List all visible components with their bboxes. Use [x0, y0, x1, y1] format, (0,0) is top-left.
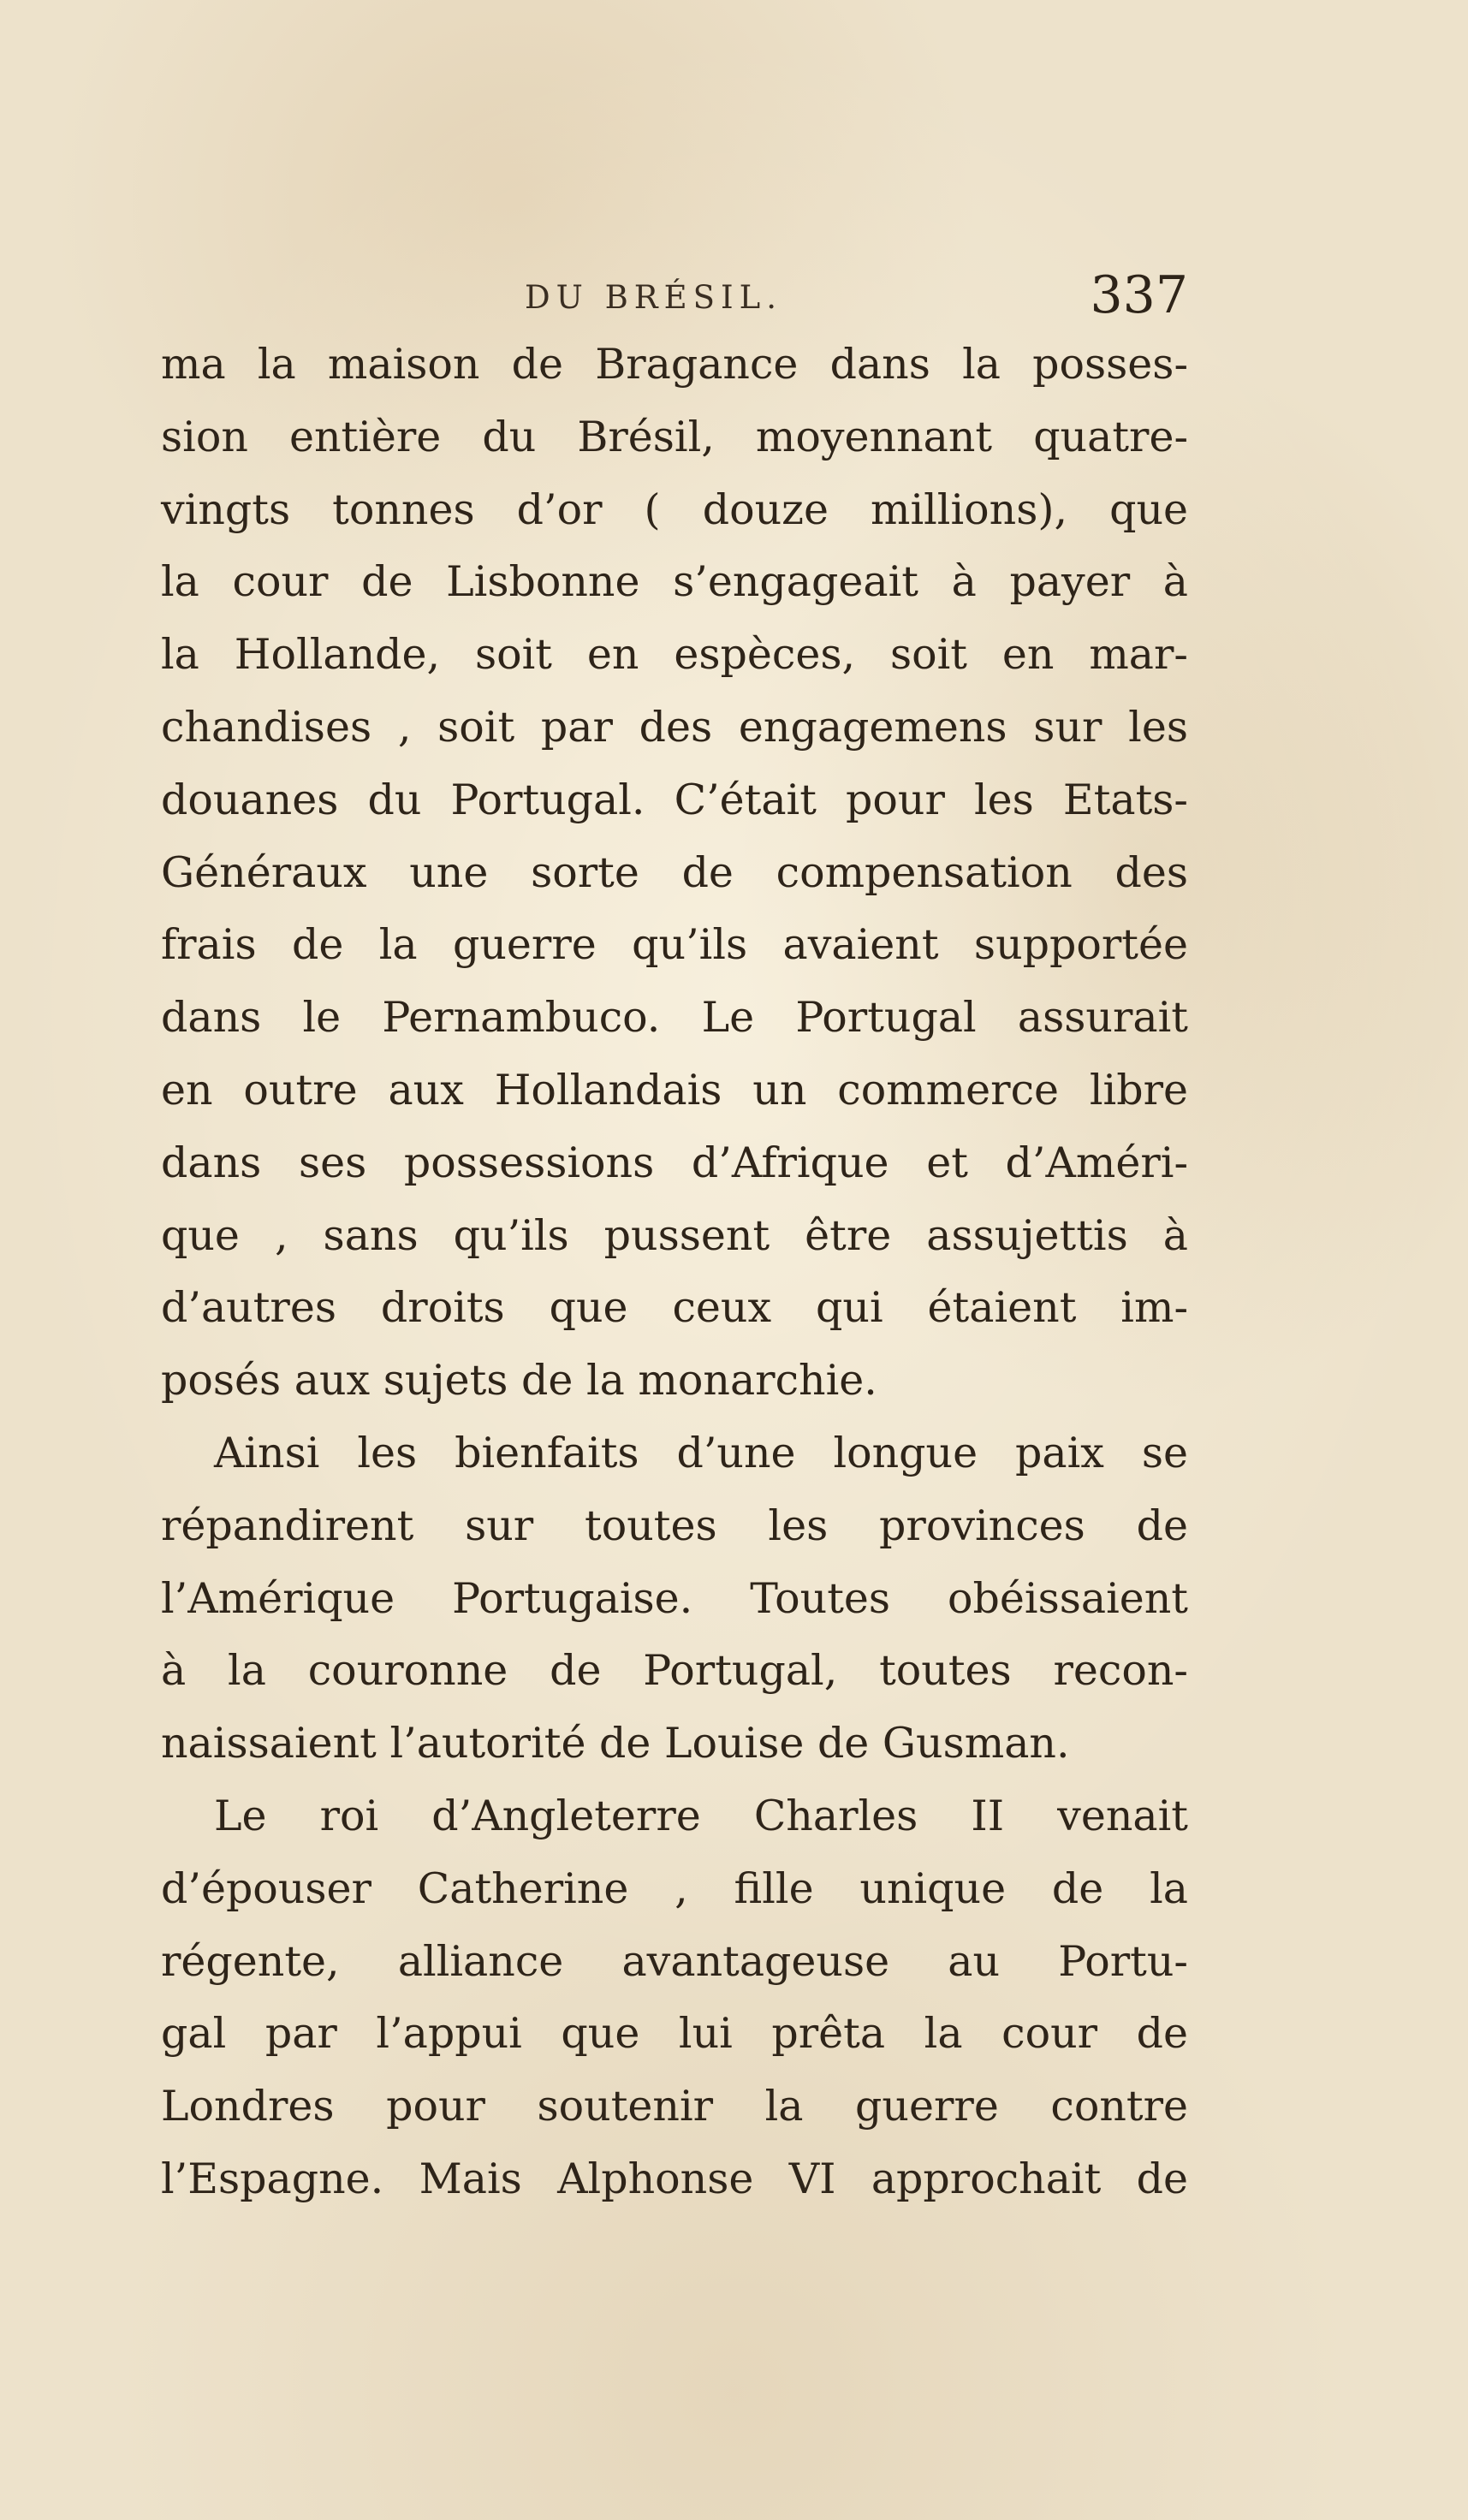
text-line: répandirent sur toutes les provinces de [161, 1501, 1188, 1550]
text-line: gal par l’appui que lui prêta la cour de [161, 2009, 1188, 2059]
paragraph-start-line: Le roi d’Angleterre Charles II venait [214, 1791, 1188, 1840]
text-line: chandises , soit par des engagemens sur les [161, 702, 1188, 752]
text-line: Généraux une sorte de compensation des [161, 847, 1188, 897]
text-line: régente, alliance avantageuse au Portu- [161, 1936, 1188, 1986]
text-line: la Hollande, soit en espèces, soit en mar- [161, 630, 1188, 680]
text-line: à la couronne de Portugal, toutes recon- [161, 1646, 1188, 1696]
text-line: que , sans qu’ils pussent être assujettis à [161, 1210, 1188, 1260]
paragraph-end-line: posés aux sujets de la monarchie. [161, 1356, 877, 1406]
running-head [161, 265, 1188, 332]
text-line: frais de la guerre qu’ils avaient supportée [161, 920, 1188, 970]
running-title: DU BRÉSIL. [525, 279, 782, 316]
body-text [161, 329, 1188, 2216]
paragraph-start-line: Ainsi les bienfaits d’une longue paix se [214, 1428, 1188, 1477]
text-line: douanes du Portugal. C’était pour les Etats- [161, 775, 1188, 824]
text-line: en outre aux Hollandais un commerce libre [161, 1065, 1188, 1114]
text-line: l’Espagne. Mais Alphonse VI approchait de [161, 2154, 1188, 2203]
page-number: 337 [1090, 265, 1188, 325]
text-line: d’autres droits que ceux qui étaient im- [161, 1283, 1188, 1333]
text-line: la cour de Lisbonne s’engageait à payer à [161, 557, 1188, 607]
text-line: Londres pour soutenir la guerre contre [161, 2082, 1188, 2131]
paragraph-end-line: naissaient l’autorité de Louise de Gusman. [161, 1719, 1070, 1768]
text-line: dans ses possessions d’Afrique et d’Améri- [161, 1138, 1188, 1187]
text-line: dans le Pernambuco. Le Portugal assurait [161, 993, 1188, 1043]
text-line: sion entière du Brésil, moyennant quatre- [161, 412, 1188, 461]
text-line: vingts tonnes d’or ( douze millions), que [161, 484, 1188, 534]
text-line: l’Amérique Portugaise. Toutes obéissaient [161, 1573, 1188, 1623]
text-line: ma la maison de Bragance dans la posses- [161, 340, 1188, 389]
text-line: d’épouser Catherine , fille unique de la [161, 1863, 1188, 1913]
